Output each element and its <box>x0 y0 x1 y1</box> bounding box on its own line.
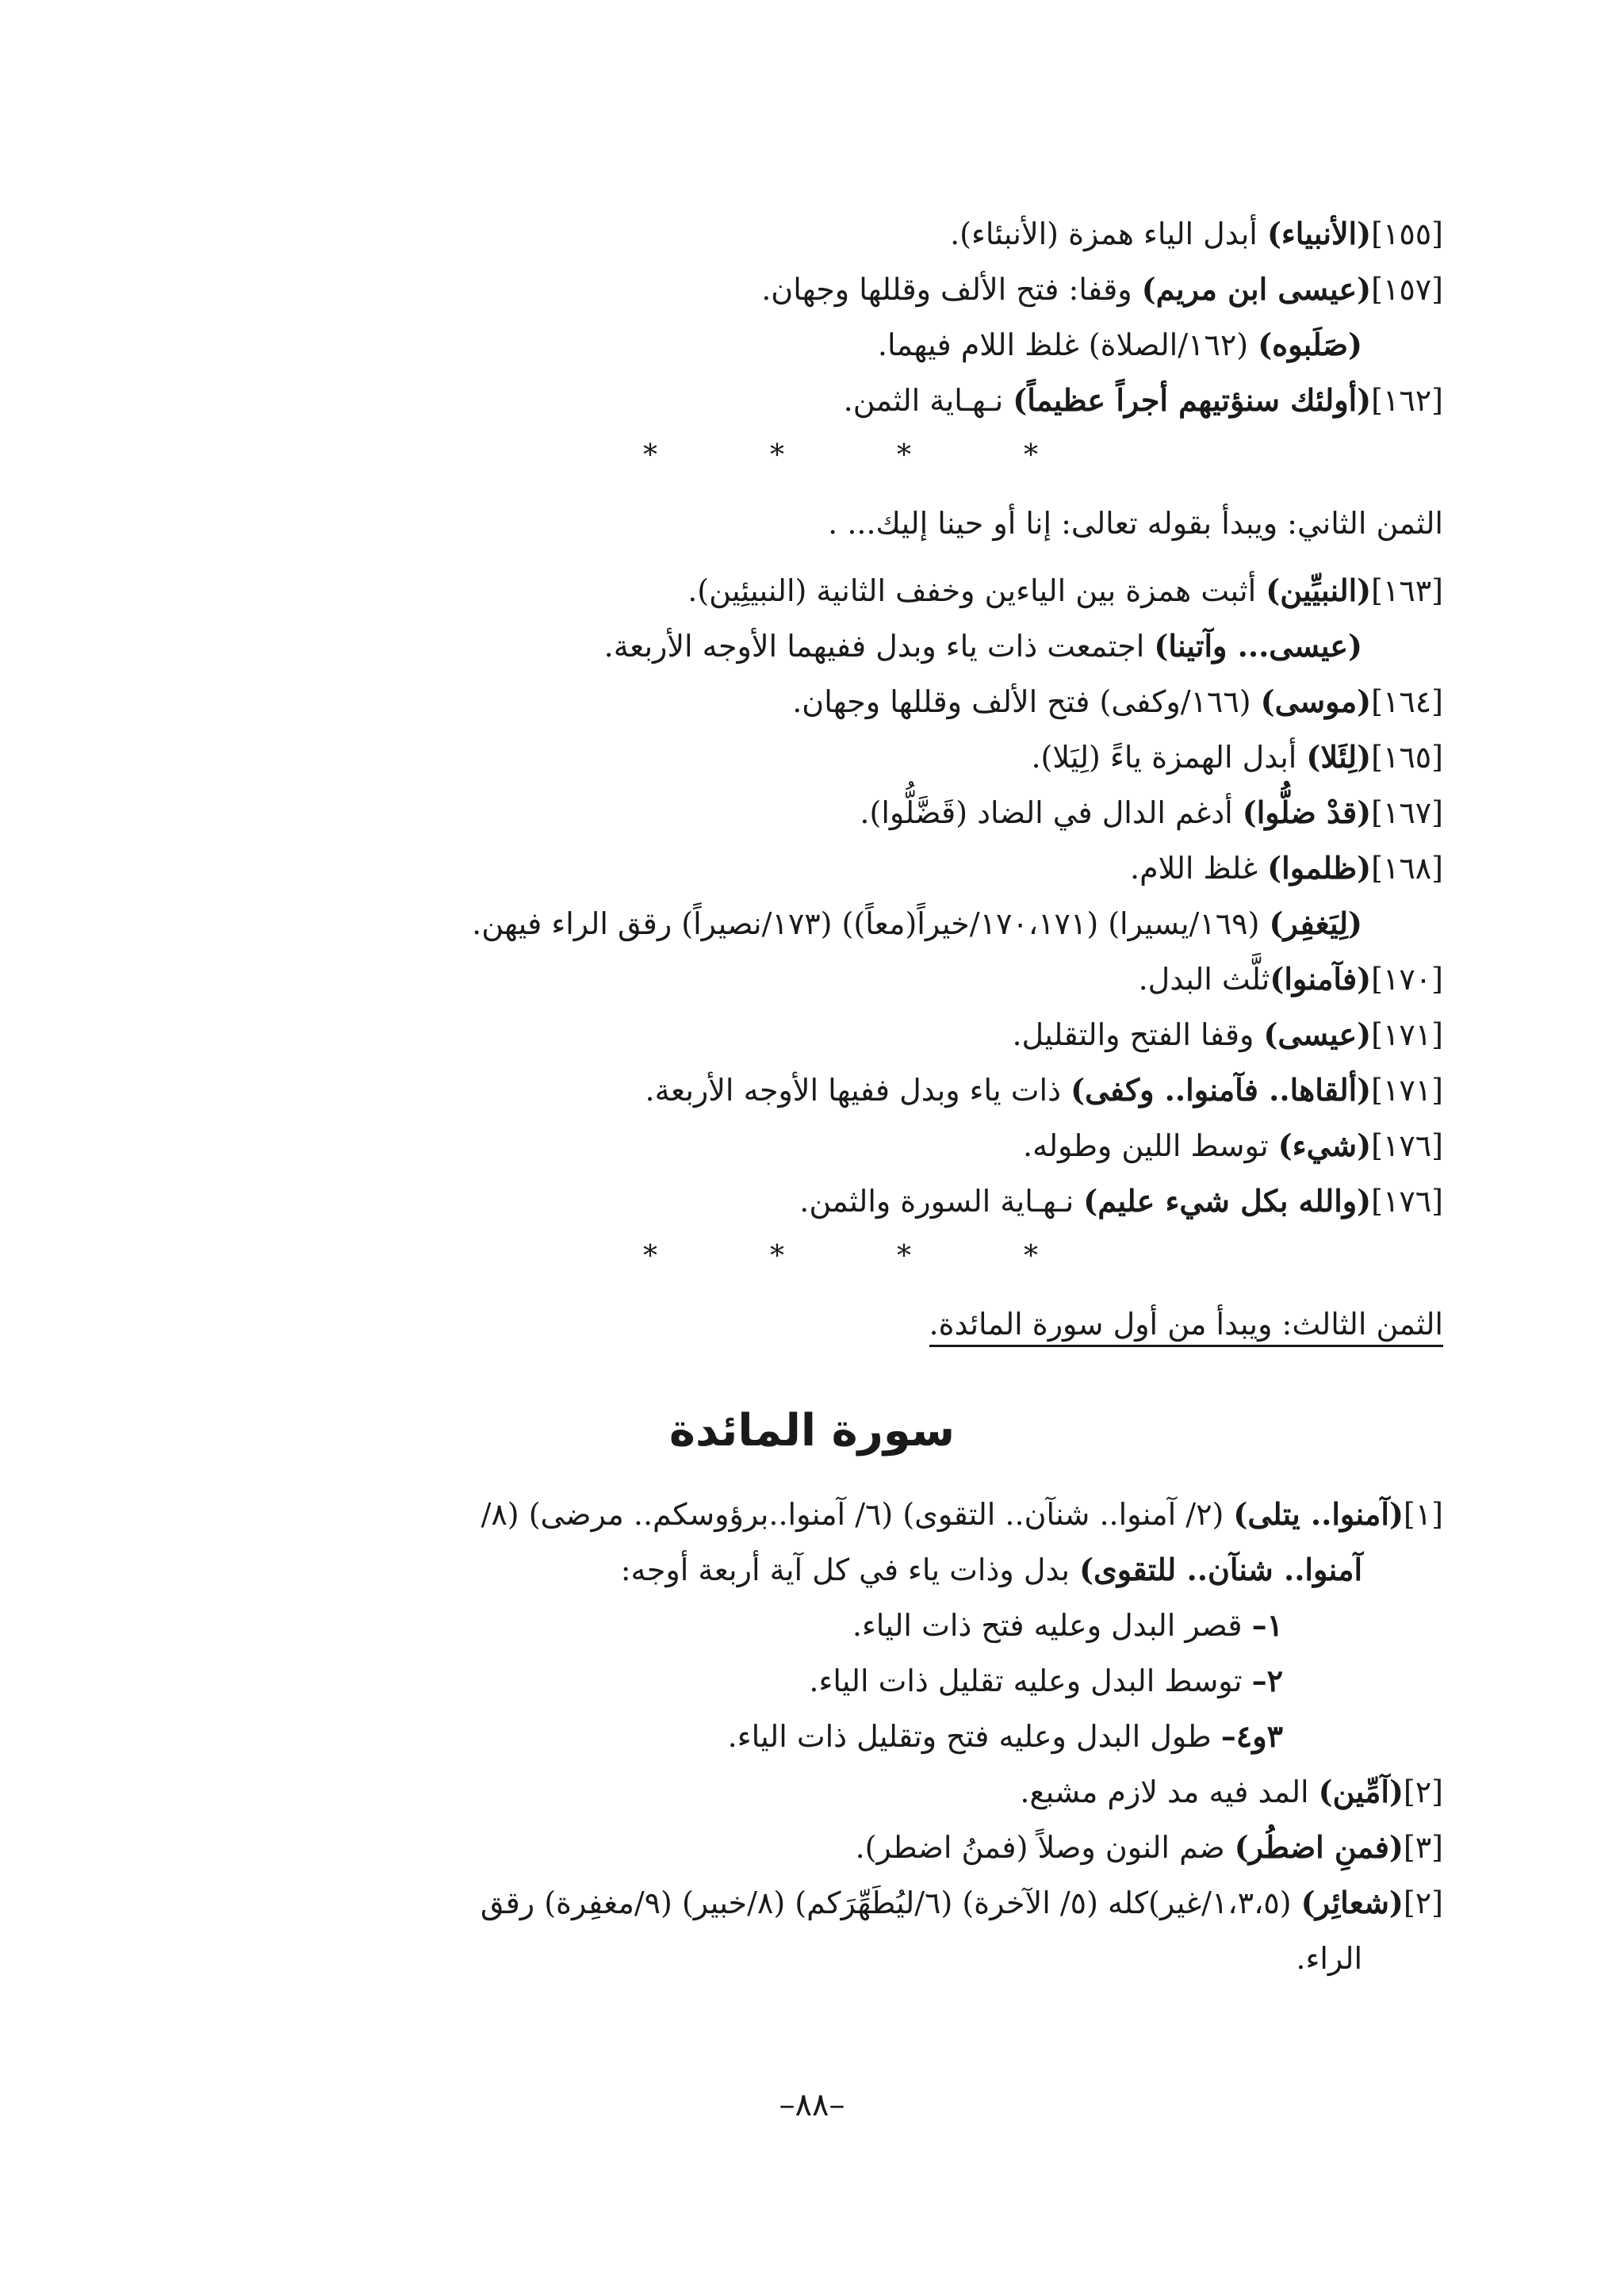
text-line: [١٦٧](قدْ ضلُّوا) أدغم الدال في الضاد (قَضَّلُّوا). <box>860 794 1443 830</box>
thumn-heading: الثمن الثاني: ويبدأ بقوله تعالى: إنا أو حينا إليك... . <box>828 506 1443 541</box>
text-line: [١](آمنوا.. يتلى) (٢/ آمنوا.. شنآن.. التقوى) (٦/ آمنوا..برؤوسكم.. مرضى) (٨/ <box>481 1496 1443 1532</box>
text-line: [٢](شعائِر) (١،٣،٥/غير)كله (٥/ الآخرة) (٦/ليُطَهِّرَكم) (٨/خبير) (٩/مغفِرة) رقق <box>480 1885 1443 1920</box>
separator-stars: * * * * <box>643 439 1038 472</box>
list-item: ٢– توسط البدل وعليه تقليل ذات الياء. <box>809 1663 1283 1698</box>
thumn-heading: الثمن الثالث: ويبدأ من أول سورة المائدة. <box>190 1300 1443 1348</box>
text-line: (لِيَغفِر) (١٦٩/يسيرا) (١٧٠،١٧١/خيراً(معاً)) (١٧٣/نصيراً) رقق الراء فيهن. <box>472 905 1362 941</box>
text-line: [١٧٦](شيء) توسط اللين وطوله. <box>1023 1127 1443 1163</box>
text-line: [١٥٧](عيسى ابن مريم) وقفا: فتح الألف وقللها وجهان. <box>761 271 1443 307</box>
text-line: [١٧١](ألقاها.. فآمنوا.. وكفى) ذات ياء وبدل ففيها الأوجه الأربعة. <box>645 1072 1443 1108</box>
text-line: [١٧١](عيسى) وقفا الفتح والتقليل. <box>1012 1016 1443 1052</box>
text-line: [١٦٣](النبيِّين) أثبت همزة بين الياءين وخفف الثانية (النبيئِين). <box>688 572 1443 608</box>
text-line: [٢](آمِّين) المد فيه مد لازم مشبع. <box>1020 1774 1443 1809</box>
separator-stars: * * * * <box>643 1240 1038 1273</box>
list-item: ١– قصر البدل وعليه فتح ذات الياء. <box>852 1607 1283 1643</box>
list-item: ٣و٤– طول البدل وعليه فتح وتقليل ذات الياء. <box>727 1718 1283 1754</box>
page-number: –٨٨– <box>779 2087 845 2123</box>
text-line: (صَلَبوه) (١٦٢/الصلاة) غلظ اللام فيهما. <box>877 327 1362 362</box>
surah-title: سورة المائدة <box>668 1405 956 1457</box>
text-line: [١٦٥](لِئَلا) أبدل الهمزة ياءً (لِيَلا). <box>1031 739 1443 775</box>
text-line: [١٦٤](موسى) (١٦٦/وكفى) فتح الألف وقللها وجهان. <box>792 683 1443 719</box>
text-line: [١٦٢](أولئك سنؤتيهم أجراً عظيماً) نـهـاية الثمن. <box>843 382 1443 418</box>
text-line: [٣](فمنِ اضطُر) ضم النون وصلاً (فمنُ اضطر). <box>855 1829 1443 1865</box>
text-line: [١٧٦](والله بكل شيء عليم) نـهـاية السورة والثمن. <box>799 1183 1443 1219</box>
text-line: [١٥٥](الأنبياء) أبدل الياء همزة (الأنبئاء). <box>950 216 1443 251</box>
text-line: [١٧٠](فآمنوا)ثلَّث البدل. <box>1138 961 1443 997</box>
text-line: (عيسى... وآتينا) اجتمعت ذات ياء وبدل ففيهما الأوجه الأربعة. <box>603 628 1362 664</box>
text-line: آمنوا.. شنآن.. للتقوى) بدل وذات ياء في كل آية أربعة أوجه: <box>620 1552 1362 1587</box>
text-line: الراء. <box>1296 1941 1362 1976</box>
text-line: [١٦٨](ظلموا) غلظ اللام. <box>1130 850 1443 886</box>
